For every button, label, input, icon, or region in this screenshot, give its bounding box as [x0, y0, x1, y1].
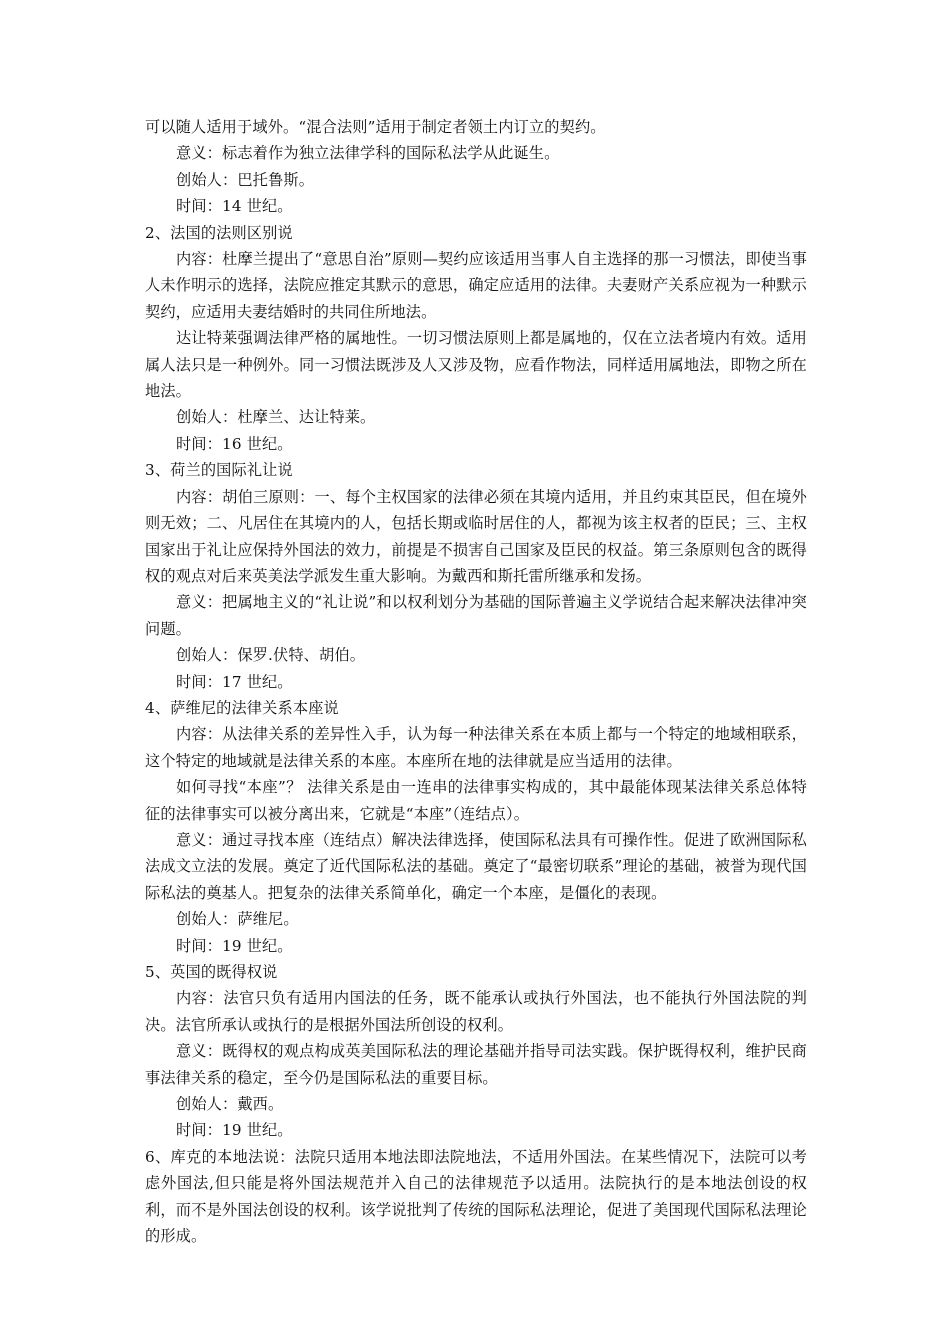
paragraph: 创始人：杜摩兰、达让特莱。 [176, 408, 376, 427]
paragraph: 达让特莱强调法律严格的属地性。一切习惯法原则上都是属地的，仅在立法者境内有效。适用属人法只是一种例外。同一习惯法既涉及人又涉及物，应看作物法，同样适用属地法，即物之所在地法。 [145, 329, 807, 401]
paragraph: 意义：通过寻找本座（连结点）解决法律选择，使国际私法具有可操作性。促进了欧洲国际私法成文立法的发展。奠定了近代国际私法的基础。奠定了“最密切联系”理论的基础，被誉为现代国际私法的奠基人。把复杂的法律关系简单化，确定一个本座，是僵化的表现。 [145, 830, 807, 902]
section-paragraph: 6、库克的本地法说：法院只适用本地法即法院地法，不适用外国法。在某些情况下，法院可以考虑外国法,但只能是将外国法规范并入自己的法律规范予以适用。法院执行的是本地法创设的权利，而不是外国法创设的权利。该学说批判了传统的国际私法理论，促进了美国现代国际私法理论的形成。 [145, 1147, 807, 1246]
paragraph: 创始人：巴托鲁斯。 [176, 170, 315, 189]
section-heading: 3、荷兰的国际礼让说 [145, 461, 293, 480]
section-heading: 5、英国的既得权说 [145, 963, 278, 981]
paragraph: 时间：16 世纪。 [176, 434, 293, 453]
paragraph: 时间：14 世纪。 [176, 197, 293, 216]
paragraph: 创始人：保罗.伏特、胡伯。 [176, 646, 366, 665]
paragraph: 时间：19 世纪。 [176, 1121, 293, 1140]
section-heading: 4、萨维尼的法律关系本座说 [145, 698, 339, 717]
paragraph: 创始人：戴西。 [176, 1095, 284, 1114]
paragraph: 内容：胡伯三原则：一、每个主权国家的法律必须在其境内适用，并且约束其臣民，但在境外则无效；二、凡居住在其境内的人，包括长期或临时居住的人，都视为该主权者的臣民；三、主权国家出于礼让应保持外国法的效力，前提是不损害自己国家及臣民的权益。第三条原则包含的既得权的观点对后来英美法学派发生重大影响。为戴西和斯托雷所继承和发扬。 [145, 487, 807, 585]
paragraph: 内容：从法律关系的差异性入手，认为每一种法律关系在本质上都与一个特定的地域相联系，这个特定的地域就是法律关系的本座。本座所在地的法律就是应当适用的法律。 [145, 725, 807, 770]
paragraph: 如何寻找“本座”？ 法律关系是由一连串的法律事实构成的，其中最能体现某法律关系总体特征的法律事实可以被分离出来，它就是“本座”（连结点）。 [145, 778, 807, 823]
paragraph: 意义：把属地主义的“礼让说”和以权利划分为基础的国际普遍主义学说结合起来解决法律冲突问题。 [145, 593, 807, 638]
paragraph: 内容：法官只负有适用内国法的任务，既不能承认或执行外国法，也不能执行外国法院的判决。法官所承认或执行的是根据外国法所创设的权利。 [145, 989, 807, 1034]
paragraph: 创始人：萨维尼。 [176, 910, 299, 929]
paragraph: 可以随人适用于域外。“混合法则”适用于制定者领土内订立的契约。 [145, 118, 606, 136]
section-heading: 2、法国的法则区别说 [145, 223, 293, 242]
paragraph: 时间：19 世纪。 [176, 936, 293, 955]
paragraph: 时间：17 世纪。 [176, 672, 293, 691]
paragraph: 内容：杜摩兰提出了“意思自治”原则—契约应该适用当事人自主选择的那一习惯法，即使当事人未作明示的选择，法院应推定其默示的意思，确定应适用的法律。夫妻财产关系应视为一种默示契约，应适用夫妻结婚时的共同住所地法。 [145, 250, 807, 321]
document-page [145, 114, 807, 1249]
paragraph: 意义：既得权的观点构成英美国际私法的理论基础并指导司法实践。保护既得权利，维护民商事法律关系的稳定，至今仍是国际私法的重要目标。 [145, 1042, 807, 1087]
paragraph: 意义：标志着作为独立法律学科的国际私法学从此诞生。 [176, 144, 560, 163]
